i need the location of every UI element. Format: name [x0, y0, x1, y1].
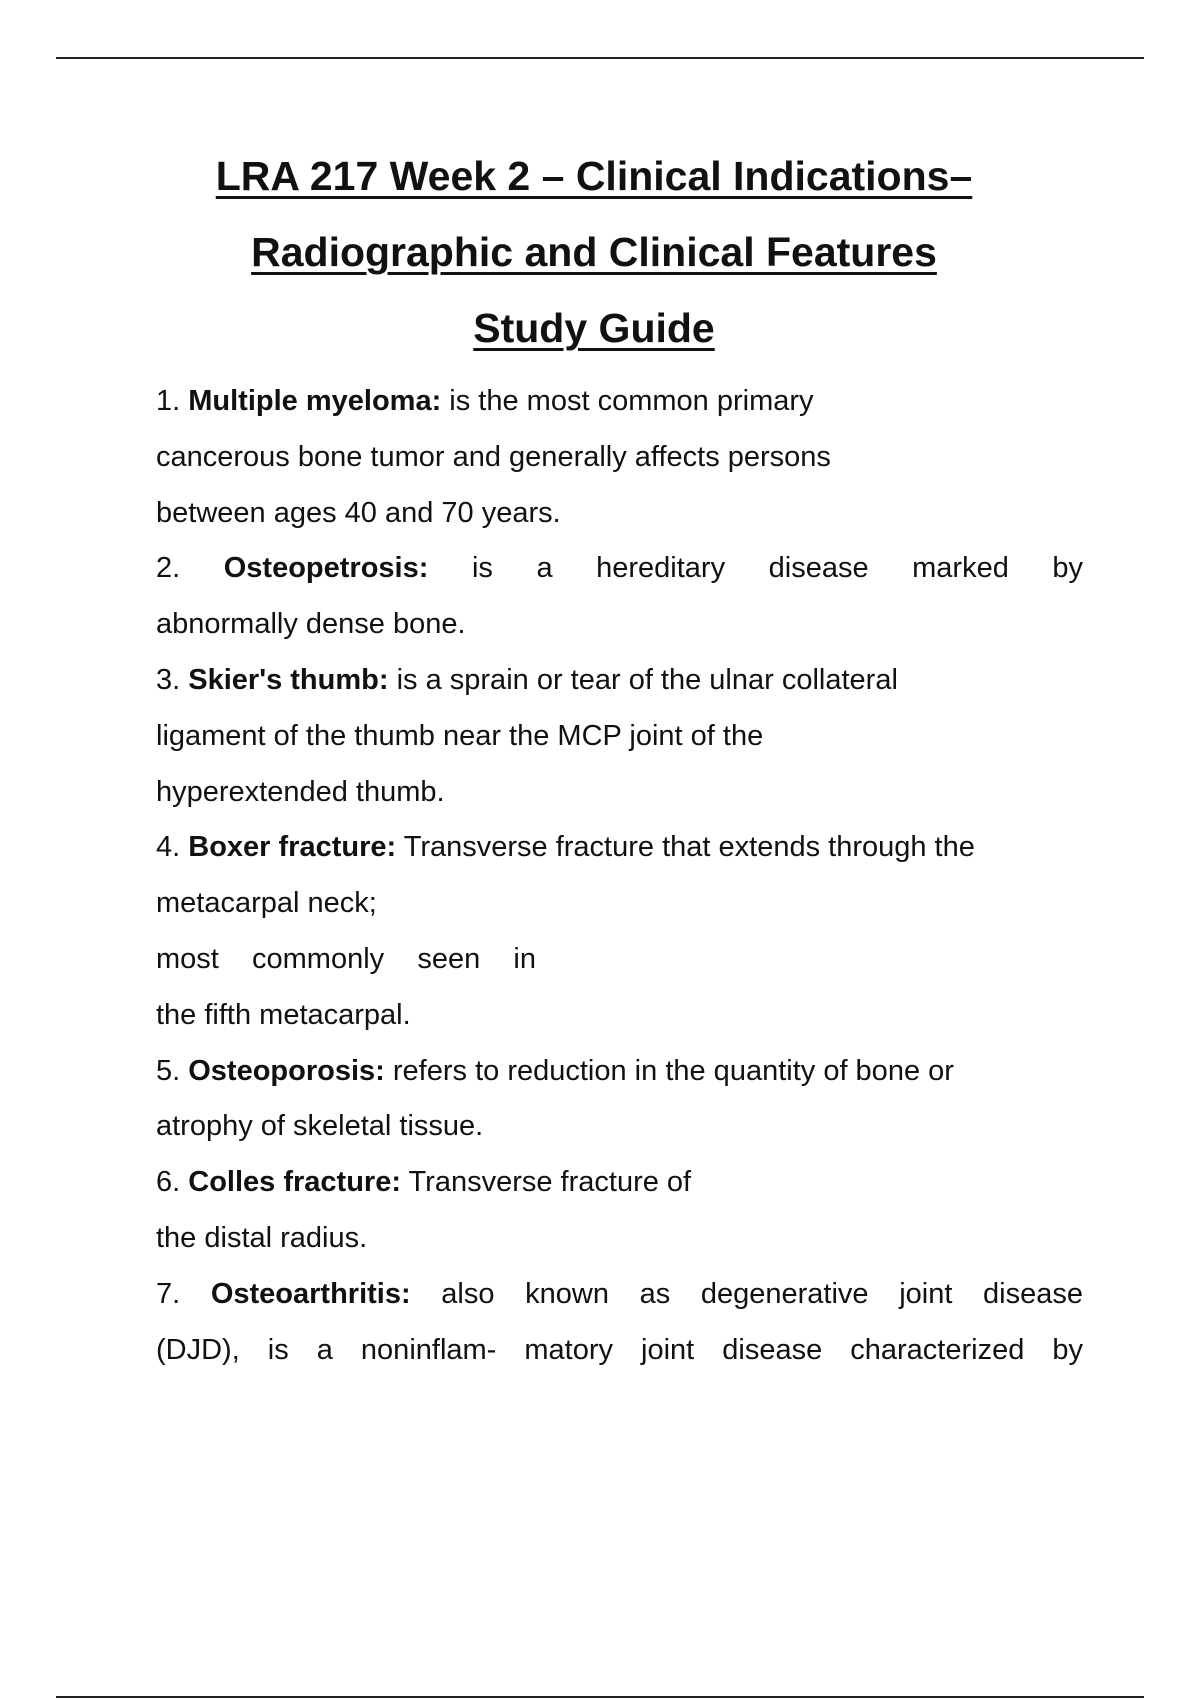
item-2-line-1: [156, 541, 1083, 597]
item-term: Osteopetrosis:: [223, 552, 429, 585]
item-text: also known as degenerative joint disease: [410, 1277, 1083, 1310]
item-3-line-3: hyperextended thumb.: [156, 775, 445, 808]
title-line-2: Radiographic and Clinical Features: [251, 229, 937, 275]
item-term: Boxer fracture:: [188, 831, 397, 864]
document-title: [0, 138, 1188, 366]
top-rule: [56, 57, 1144, 59]
item-number: 6.: [156, 1166, 181, 1199]
item-text: refers to reduction in the quantity of bone or: [384, 1054, 954, 1087]
item-6-line-2: the distal radius.: [156, 1221, 368, 1254]
item-text: is a sprain or tear of the ulnar collateral: [388, 663, 898, 696]
item-6-line-1: [156, 1155, 1083, 1211]
item-4-line-1: [156, 820, 1083, 876]
item-1-line-2: cancerous bone tumor and generally affects persons: [156, 440, 831, 473]
title-line-1: LRA 217 Week 2 – Clinical Indications–: [215, 153, 973, 199]
bottom-rule: [56, 1696, 1144, 1698]
study-guide-body: [156, 374, 1083, 1378]
item-number: 2.: [156, 552, 181, 585]
item-1-line-3: between ages 40 and 70 years.: [156, 496, 561, 529]
item-1-line-1: [156, 374, 1083, 430]
item-number: 3.: [156, 663, 181, 696]
item-4-line-3-text: most commonly seen in: [156, 942, 536, 975]
item-term: Multiple myeloma:: [188, 385, 442, 417]
item-text: Transverse fracture of: [400, 1166, 692, 1199]
item-term: Osteoporosis:: [188, 1054, 385, 1087]
item-number: 7.: [156, 1277, 181, 1310]
item-3-line-2: ligament of the thumb near the MCP joint of the: [156, 719, 764, 752]
item-text: Transverse fracture that extends through the: [396, 831, 975, 864]
item-2-line-2: abnormally dense bone.: [156, 608, 466, 641]
item-4-line-4: the fifth metacarpal.: [156, 998, 411, 1031]
item-5-line-2: atrophy of skeletal tissue.: [156, 1110, 484, 1143]
title-line-3: Study Guide: [473, 305, 715, 351]
item-text: is the most common primary: [441, 385, 814, 417]
item-text: is a hereditary disease marked by: [428, 552, 1083, 585]
item-number: 4.: [156, 831, 181, 864]
item-term: Skier's thumb:: [188, 663, 389, 696]
item-7-line-1: [156, 1267, 1083, 1323]
item-number: 5.: [156, 1054, 181, 1087]
item-5-line-1: [156, 1044, 1083, 1100]
item-number: 1.: [156, 385, 181, 417]
item-term: Osteoarthritis:: [210, 1277, 411, 1310]
item-term: Colles fracture:: [188, 1166, 401, 1199]
item-4-line-2: metacarpal neck;: [156, 887, 377, 920]
item-3-line-1: [156, 653, 1083, 709]
item-7-line-2: (DJD), is a noninflam- matory joint disease characterized by: [156, 1333, 1083, 1366]
item-4-line-3: [156, 932, 1083, 988]
